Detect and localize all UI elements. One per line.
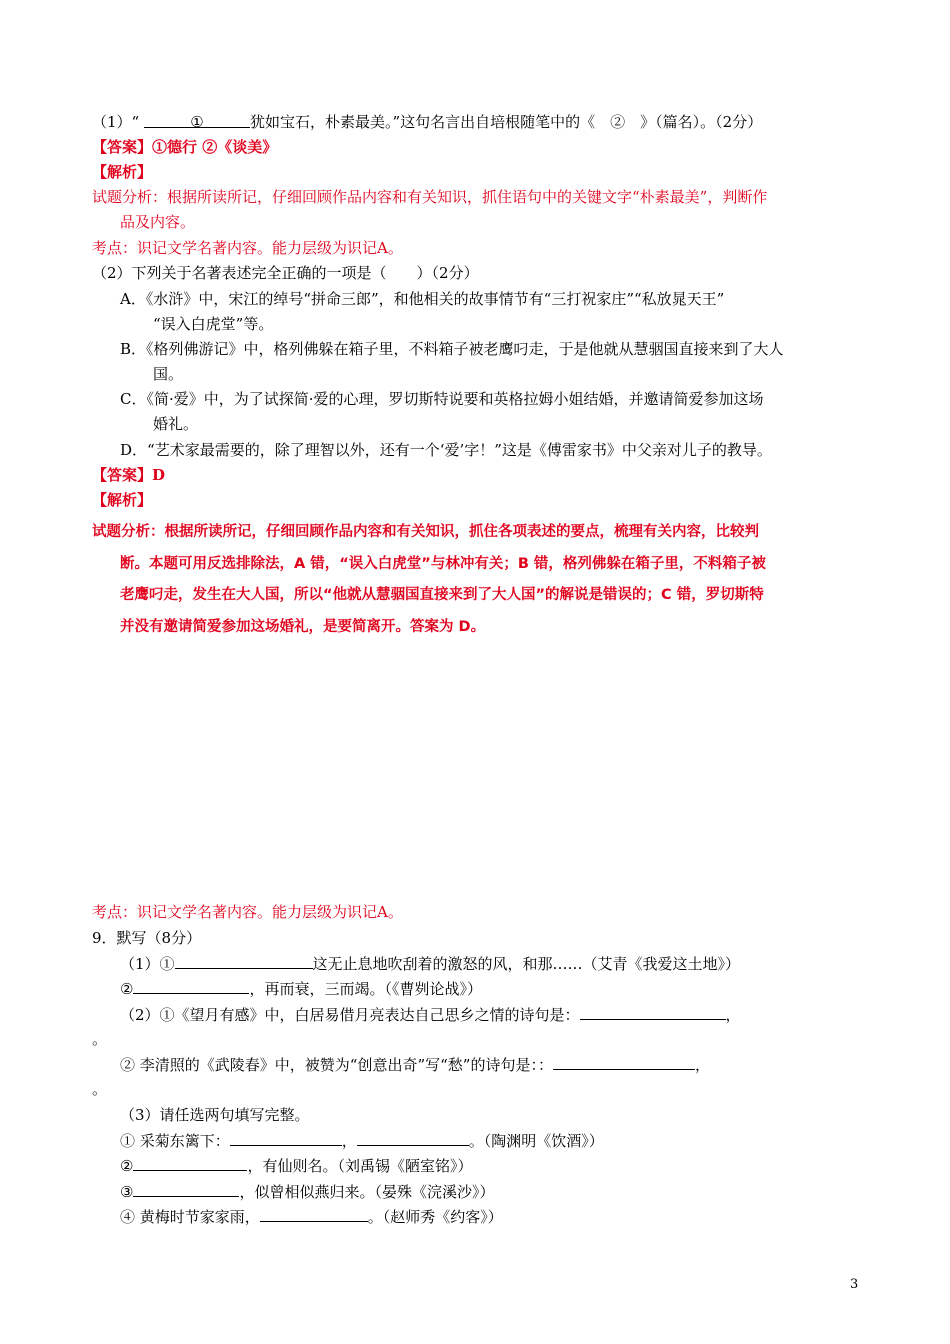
fill-blank[interactable] bbox=[260, 1206, 368, 1222]
q9-line-3b: 。 bbox=[92, 1030, 108, 1048]
q9-line-4b: 。 bbox=[92, 1080, 108, 1098]
q9-line-1: （1）① 这无止息地吹刮着的激怒的风，和那……（艾青《我爱这土地》） bbox=[120, 955, 741, 973]
q1-stem: （1）“ ① 犹如宝石，朴素最美。”这句名言出自培根随笔中的《 ② 》（篇名）。（2分） bbox=[92, 113, 763, 131]
q2-option-a: A．《水浒》中，宋江的绰号“拼命三郎”，和他相关的故事情节有“三打祝家庄”“私放晁天王” bbox=[120, 290, 725, 308]
q2-option-b: B．《格列佛游记》中，格列佛躲在箱子里，不料箱子被老鹰叼走，于是他就从慧骃国直接来到了大人 bbox=[120, 340, 784, 358]
q2-analysis-line: 老鹰叼走，发生在大人国，所以“他就从慧骃国直接来到了大人国”的解说是错误的；C 错，罗切斯特 bbox=[120, 587, 764, 603]
q2-option-b-cont: 国。 bbox=[153, 365, 184, 383]
q9-line-8: ③ ，似曾相似燕归来。（晏殊《浣溪沙》） bbox=[120, 1183, 495, 1201]
fill-blank[interactable] bbox=[230, 1130, 342, 1146]
q2-analysis-line: 并没有邀请简爱参加这场婚礼，是要简离开。答案为 D。 bbox=[120, 619, 486, 635]
q1-kaodian: 考点：识记文学名著内容。能力层级为识记A。 bbox=[92, 239, 403, 257]
q2-answer: 【答案】D bbox=[92, 466, 166, 484]
q9-line-4: ② 李清照的《武陵春》中，被赞为“创意出奇”写“愁”的诗句是：： ， bbox=[120, 1056, 710, 1074]
page-number: 3 bbox=[850, 1277, 859, 1292]
q9-title: 9．默写（8分） bbox=[92, 929, 202, 947]
q2-option-d: D．“艺术家最需要的，除了理智以外，还有一个‘爱’字！”这是《傅雷家书》中父亲对儿子的教导。 bbox=[120, 441, 772, 459]
q1-analysis-line: 品及内容。 bbox=[120, 213, 196, 231]
q9-line-5: （3）请任选两句填写完整。 bbox=[120, 1106, 310, 1124]
q1-answer: 【答案】①德行 ②《谈美》 bbox=[92, 138, 278, 156]
fill-blank[interactable] bbox=[133, 1181, 239, 1197]
q2-analysis-line: 断。本题可用反选排除法，A 错，“误入白虎堂”与林冲有关；B 错，格列佛躲在箱子里，不料箱子被 bbox=[120, 556, 766, 572]
q2-analysis-tag: 【解析】 bbox=[92, 491, 153, 509]
q9-line-7: ② ，有仙则名。（刘禹锡《陋室铭》） bbox=[120, 1157, 473, 1175]
q9-line-9: ④ 黄梅时节家家雨， 。（赵师秀《约客》） bbox=[120, 1208, 503, 1226]
fill-blank[interactable] bbox=[553, 1054, 695, 1070]
q2-stem: （2）下列关于名著表述完全正确的一项是（ ）（2分） bbox=[92, 264, 479, 282]
q2-option-a-cont: “误入白虎堂”等。 bbox=[153, 315, 274, 333]
q9-line-6: ① 采菊东篱下： ， 。（陶渊明《饮酒》） bbox=[120, 1132, 604, 1150]
q2-option-c-cont: 婚礼。 bbox=[153, 415, 199, 433]
fill-blank[interactable] bbox=[357, 1130, 469, 1146]
q9-line-2: ② ，再而衰，三而竭。（《曹刿论战》） bbox=[120, 980, 482, 998]
q2-analysis-line: 试题分析：根据所读所记，仔细回顾作品内容和有关知识，抓住各项表述的要点，梳理有关内容，比较判 bbox=[92, 524, 759, 540]
q1-blank-1[interactable]: ① bbox=[144, 112, 250, 128]
q2-kaodian: 考点：识记文学名著内容。能力层级为识记A。 bbox=[92, 903, 403, 921]
q9-line-3: （2）①《望月有感》中，白居易借月亮表达自己思乡之情的诗句是： ， bbox=[120, 1006, 741, 1024]
fill-blank[interactable] bbox=[133, 978, 249, 994]
q1-analysis-tag: 【解析】 bbox=[92, 163, 153, 181]
fill-blank[interactable] bbox=[133, 1155, 247, 1171]
fill-blank[interactable] bbox=[580, 1004, 726, 1020]
fill-blank[interactable] bbox=[175, 953, 313, 969]
q1-analysis-line: 试题分析：根据所读所记，仔细回顾作品内容和有关知识，抓住语句中的关键文字“朴素最美”，判断作 bbox=[92, 188, 768, 206]
q2-option-c: C．《简·爱》中，为了试探简·爱的心理，罗切斯特说要和英格拉姆小姐结婚，并邀请简爱参加这场 bbox=[120, 390, 764, 408]
